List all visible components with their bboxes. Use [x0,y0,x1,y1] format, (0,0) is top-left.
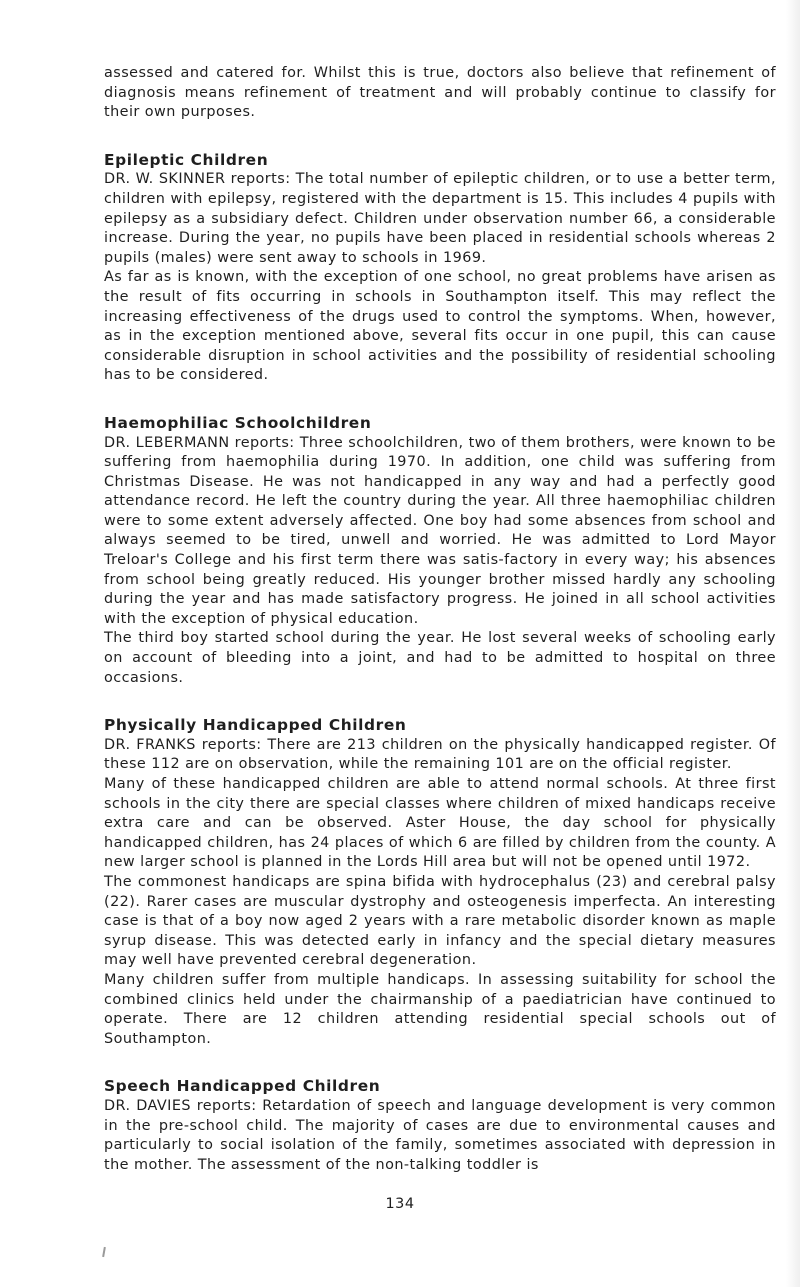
section-heading: Speech Handicapped Children [104,1077,381,1096]
page-edge-shadow [786,0,800,1287]
section-heading: Haemophiliac Schoolchildren [104,413,372,432]
section-speech-handicapped-children [104,1077,776,1175]
intro-paragraph: assessed and catered for. Whilst this is true, doctors also believe that refinement of diagnosis means refinement of treatment and will probably continue to classify for their own purposes. [104,65,776,121]
section-paragraph: DR. LEBERMANN reports: Three schoolchildren, two of them brothers, were known to be suffering from haemophilia during 1970. In addition, one child was suffering from Christmas Disease. He was not handicapped in any way and had a perfectly good attendance record. He left the country during the year. All three haemophiliac children were to some extent adversely affected. One boy had some absences from school and always seemed to be tired, unwell and worried. He was admitted to Lord Mayor Treloar's College and his first term there was satis-factory in every way; his absences from school being greatly reduced. His younger brother missed hardly any schooling during the year and has made satisfactory progress. He joined in all school activities with the exception of physical education. [104,434,776,627]
section-haemophiliac-schoolchildren [104,414,776,688]
section-paragraph: The third boy started school during the year. He lost several weeks of schooling early on account of bleeding into a joint, and had to be admitted to hospital on three occasions. [104,630,776,686]
report-page [104,64,776,1175]
section-heading: Epileptic Children [104,150,269,169]
scan-speck [102,1247,106,1257]
page-number: 134 [385,1196,415,1212]
section-epileptic-children [104,151,776,386]
section-paragraph: As far as is known, with the exception of one school, no great problems have arisen as the result of fits occurring in schools in Southampton itself. This may reflect the increasing effectiveness of the drugs used to control the symptoms. When, however, as in the exception mentioned above, several fits occur in one pupil, this can cause considerable disruption in school activities and the possibility of residential schooling has to be considered. [104,269,776,384]
section-paragraph: DR. W. SKINNER reports: The total number of epileptic children, or to use a better term, children with epilepsy, registered with the department is 15. This includes 4 pupils with epilepsy as a subsidiary defect. Children under observation number 66, a considerable increase. During the year, no pupils have been placed in residential schools whereas 2 pupils (males) were sent away to schools in 1969. [104,171,776,266]
section-paragraph: Many of these handicapped children are able to attend normal schools. At three first schools in the city there are special classes where children of mixed handicaps receive extra care and can be observed. Aster House, the day school for physically handicapped children, has 24 places of which 6 are filled by children from the county. A new larger school is planned in the Lords Hill area but will not be opened until 1972. [104,776,776,871]
section-paragraph: The commonest handicaps are spina bifida with hydrocephalus (23) and cerebral palsy (22). Rarer cases are muscular dystrophy and osteogenesis imperfecta. An interesting case is that of a boy now aged 2 years with a rare metabolic disorder known as maple syrup disease. This was detected early in infancy and the special dietary measures may well have prevented cerebral degeneration. [104,873,776,969]
section-heading: Physically Handicapped Children [104,716,407,735]
section-physically-handicapped-children [104,716,776,1049]
section-paragraph: DR. DAVIES reports: Retardation of speech and language development is very common in the pre-school child. The majority of cases are due to environmental causes and particularly to social isolation of the family, sometimes associated with depression in the mother. The assessment of the non-talking toddler is [104,1097,776,1173]
section-paragraph: Many children suffer from multiple handicaps. In assessing suitability for school the combined clinics held under the chairmanship of a paediatrician have continued to operate. There are 12 children attending residential special schools out of Southampton. [104,971,776,1047]
section-paragraph: DR. FRANKS reports: There are 213 children on the physically handicapped register. Of these 112 are on observation, while the remaining 101 are on the official register. [104,736,776,773]
